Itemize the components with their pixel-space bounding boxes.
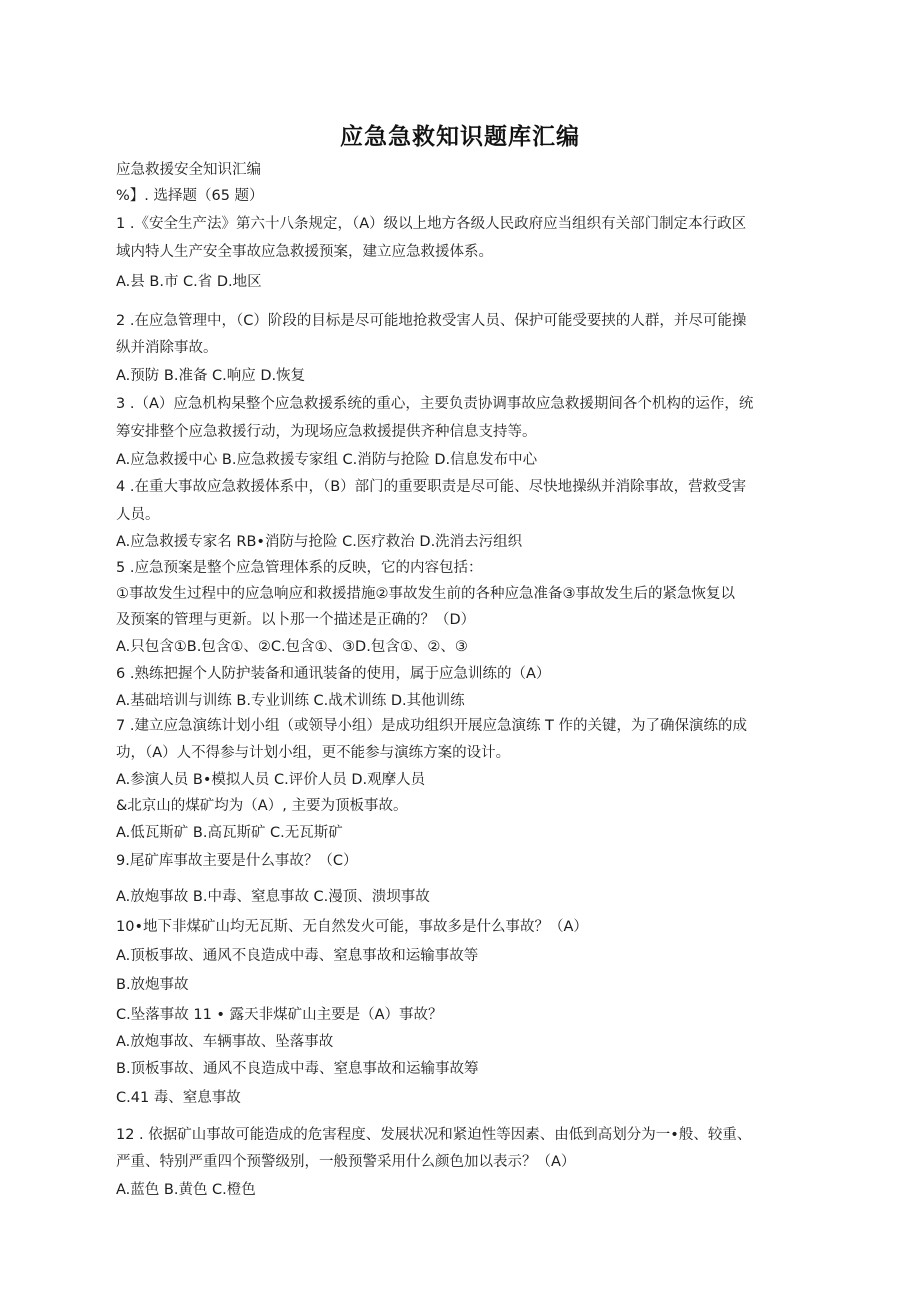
question-2-line-1: 2 .在应急管理中，（C）阶段的目标是尽可能地抢救受害人员、保护可能受要挟的人群，并尽可能操: [116, 313, 747, 329]
question-9-line-1: 9.尾矿库事故主要是什么事故？（C）: [116, 853, 358, 869]
question-11-option-c: C.41 毒、窒息事故: [116, 1090, 241, 1106]
question-1-options: A.县 B.市 C.省 D.地区: [116, 274, 262, 290]
question-7-line-2: 功，（A）人不得参与计划小组，更不能参与演练方案的设计。: [116, 745, 511, 761]
question-5-line-1: 5 .应急预案是整个应急管理体系的反映，它的内容包括：: [116, 560, 483, 576]
question-12-line-1: 12 . 依据矿山事故可能造成的危害程度、发展状况和紧迫性等因素、由低到高划分为一•般、较重、: [116, 1127, 752, 1143]
question-10-option-b: B.放炮事故: [116, 977, 189, 993]
question-3-line-1: 3 .（A）应急机构杲整个应急救援系统的重心，主要负责协调事故应急救援期间各个机构的运作，统: [116, 396, 754, 412]
question-1-line-2: 域内特人生产安全事故应急救援预案，建立应急救援体系。: [116, 244, 493, 260]
question-5-line-2: ①事故发生过程中的应急响应和救援措施②事故发生前的各种应急准备③事故发生后的紧急恢复以: [116, 586, 735, 602]
question-6-line-1: 6 .熟练把握个人防护装备和通讯装备的使用，属于应急训练的（A）: [116, 666, 551, 682]
question-8-line-1: &北京山的煤矿均为（A）, 主要为顶板事故。: [116, 798, 408, 814]
question-2-line-2: 纵并消除事故。: [116, 340, 218, 356]
question-2-options: A.预防 B.准备 C.响应 D.恢复: [116, 368, 306, 384]
question-10-line-1: 10•地下非煤矿山均无瓦斯、无自然发火可能，事故多是什么事故？（A）: [116, 919, 588, 935]
question-5-line-3: 及预案的管理与更新。以卜那一个描述是正确的？（D）: [116, 612, 476, 628]
question-12-options: A.蓝色 B.黄色 C.橙色: [116, 1182, 256, 1198]
question-4-line-1: 4 .在重大事故应急救援体系中，（B）部门的重要职责是尽可能、尽快地操纵并消除事故，营救受害: [116, 479, 747, 495]
document-title: 应急急救知识题库汇编: [340, 124, 580, 150]
question-7-options: A.参演人员 B•模拟人员 C.评价人员 D.观摩人员: [116, 772, 426, 788]
question-3-line-2: 筹安排整个应急救援行动，为现场应急救援提供齐种信息支持等。: [116, 424, 537, 440]
question-8-options: A.低瓦斯矿 B.高瓦斯矿 C.无瓦斯矿: [116, 825, 343, 841]
question-6-options: A.基础培训与训练 B.专业训练 C.战术训练 D.其他训练: [116, 693, 465, 709]
part-heading: %】. 选择题（65 题）: [116, 188, 264, 204]
question-10-option-c: C.坠落事故 11 • 露天非煤矿山主要是（A）事故？: [116, 1007, 443, 1023]
question-4-line-2: 人员。: [116, 507, 160, 523]
question-9-options: A.放炮事故 B.中毒、窒息事故 C.漫顶、溃坝事故: [116, 889, 430, 905]
question-11-option-a: A.放炮事故、车辆事故、坠落事故: [116, 1034, 334, 1050]
question-11-option-b: B.顶板事故、通风不良造成中毒、窒息事故和运输事故筹: [116, 1061, 479, 1077]
question-7-line-1: 7 .建立应急演练计划小组（或领导小组）是成功组织开展应急演练 T 作的关键，为了确保演练的成: [116, 718, 748, 734]
question-10-option-a: A.顶板事故、通风不良造成中毒、窒息事故和运输事故等: [116, 948, 479, 964]
section-heading: 应急救援安全知识汇编: [116, 162, 261, 178]
question-5-options: A.只包含①B.包含①、②C.包含①、③D.包含①、②、③: [116, 639, 468, 655]
question-3-options: A.应急救援中心 B.应急救援专家组 C.消防与抢险 D.信息发布中心: [116, 452, 538, 468]
question-12-line-2: 严重、特别严重四个预警级别，一般预警采用什么颜色加以表示？（A）: [116, 1154, 576, 1170]
question-4-options: A.应急救援专家名 RB•消防与抢险 C.医疗救治 D.洗消去污组织: [116, 534, 523, 550]
question-1-line-1: 1 .《安全生产法》第六十八条规定，（A）级以上地方各级人民政府应当组织有关部门制定本行政区: [116, 216, 747, 232]
